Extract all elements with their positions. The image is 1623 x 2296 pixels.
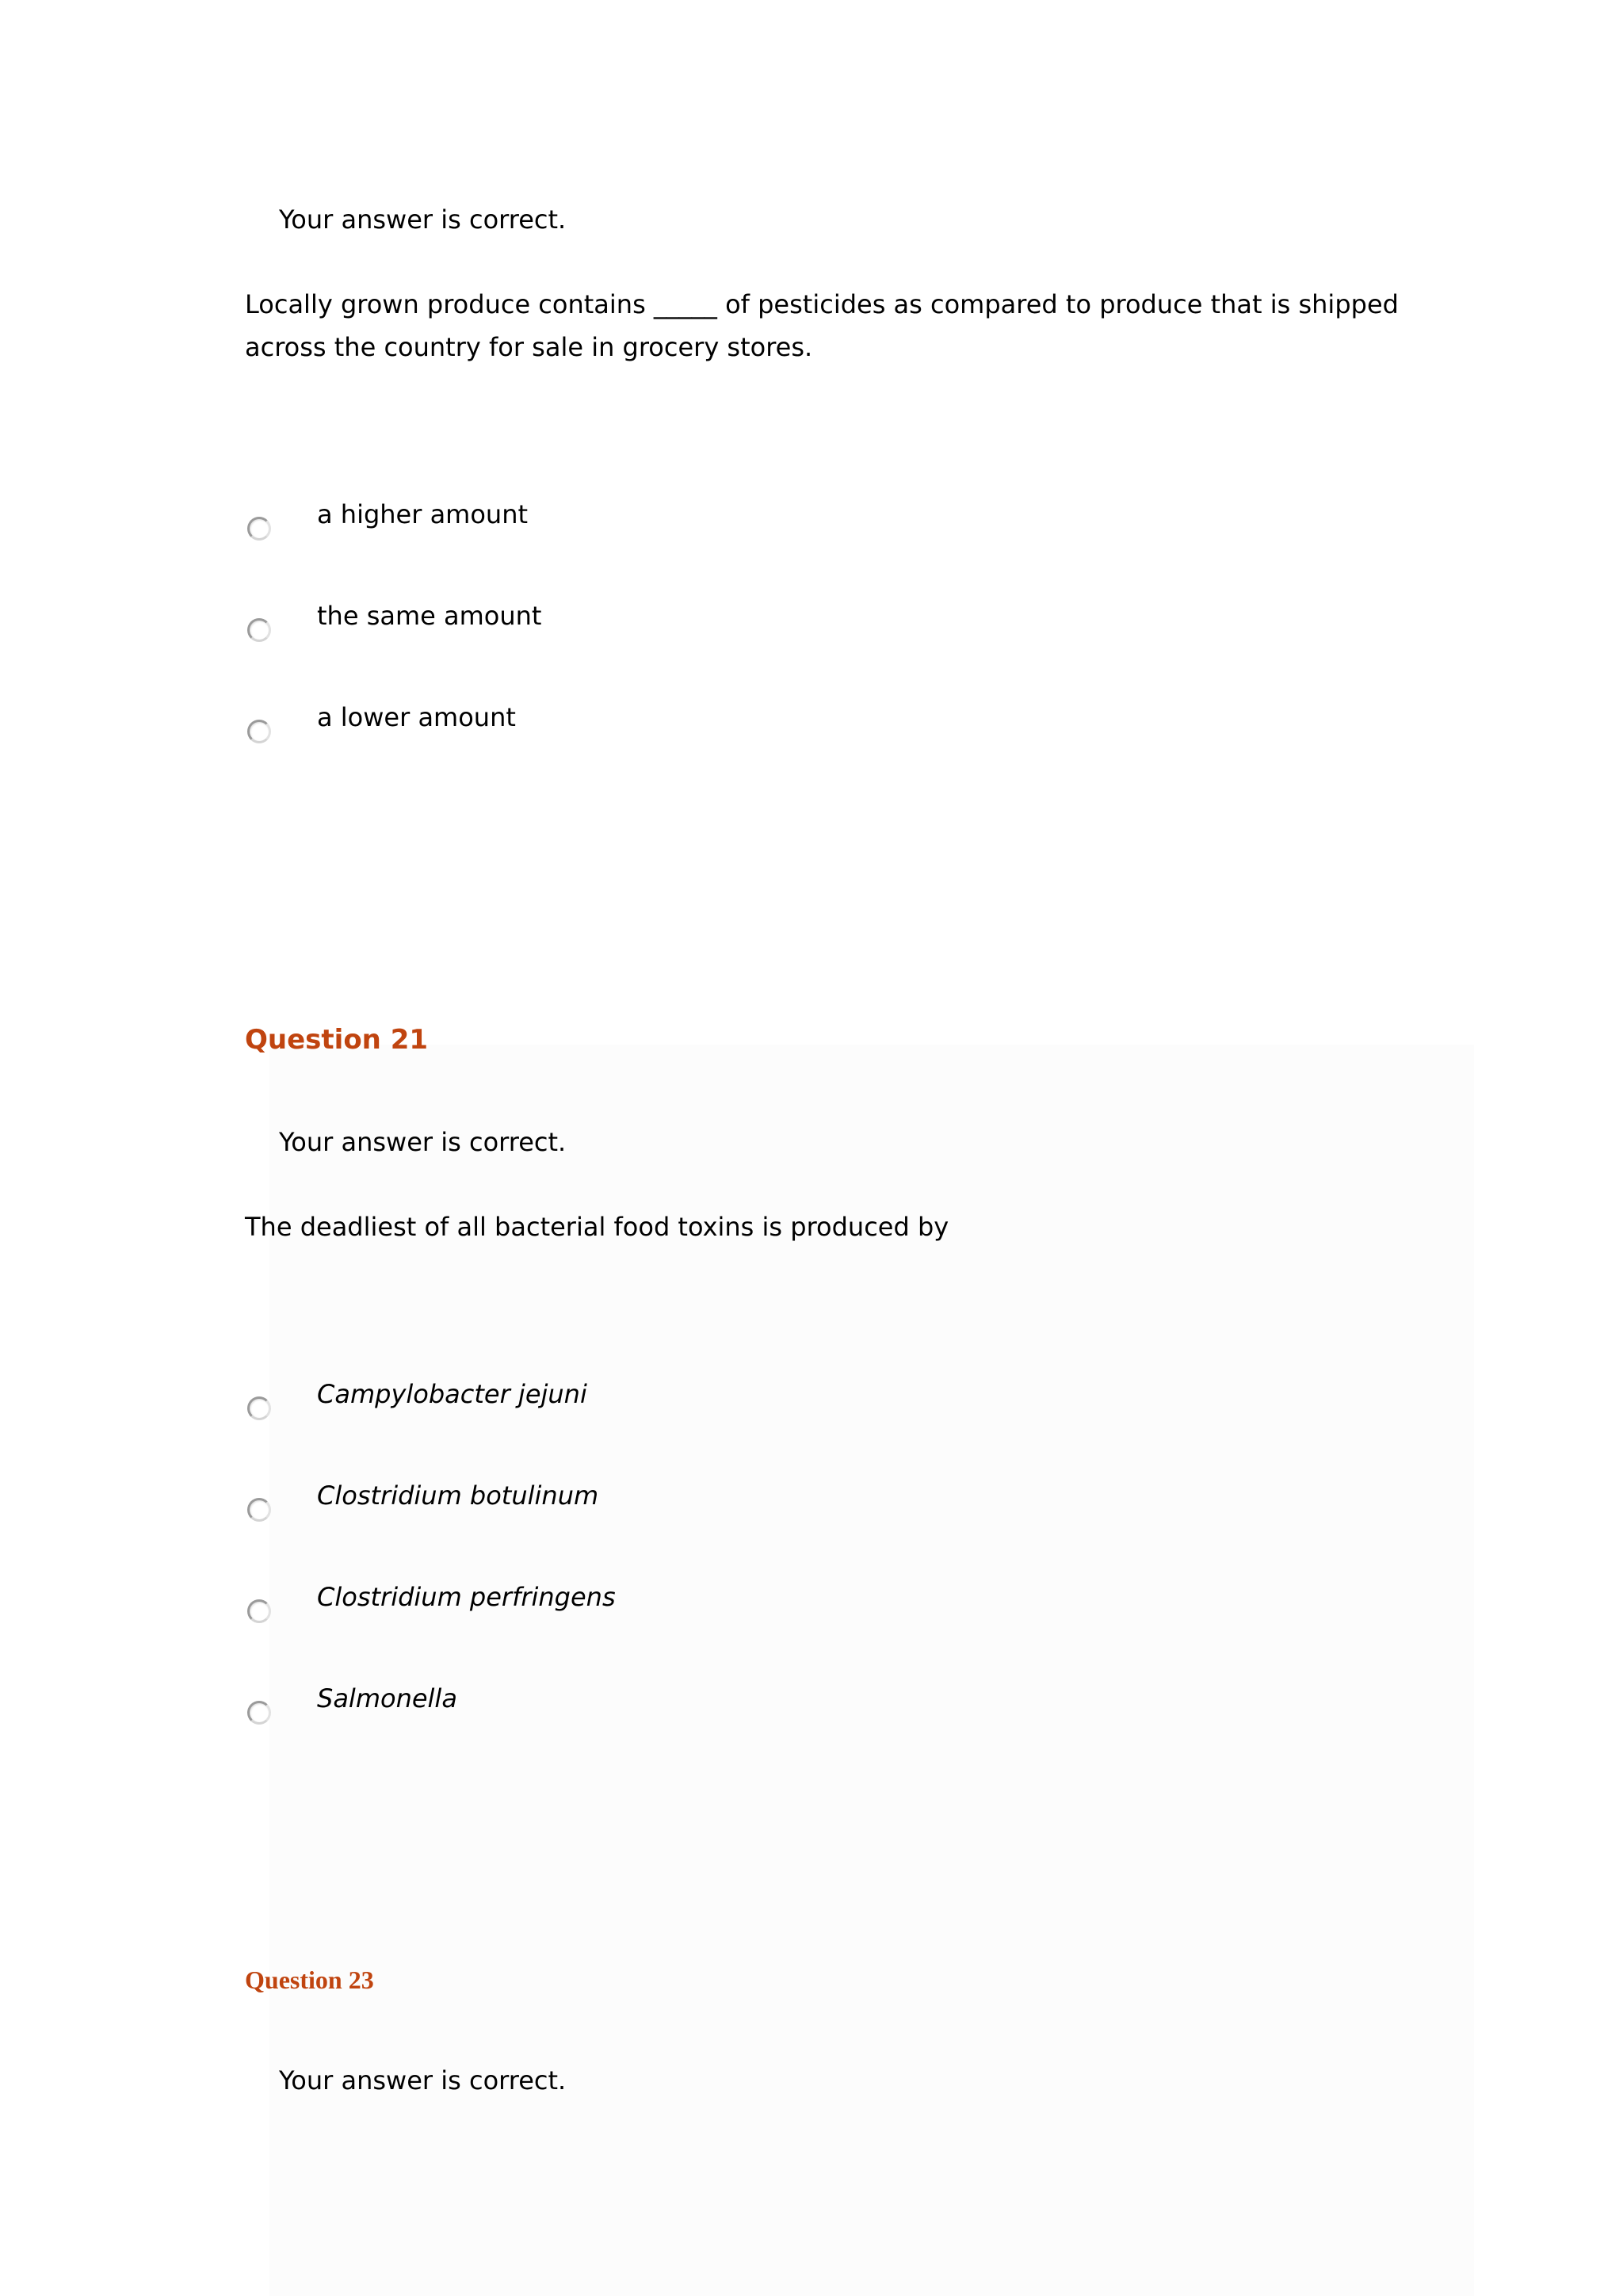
option-label: the same amount [317, 601, 542, 631]
question-heading: Question 21 [245, 1024, 429, 1056]
radio-button-icon[interactable] [247, 517, 271, 541]
radio-button-icon[interactable] [247, 1396, 271, 1420]
answer-option[interactable] [247, 1381, 1198, 1428]
question-heading: Question 23 [245, 1966, 374, 1994]
answer-option[interactable] [247, 602, 1198, 650]
answer-option[interactable] [247, 1584, 1198, 1631]
option-label: Clostridium botulinum [317, 1480, 599, 1511]
answer-option[interactable] [247, 1482, 1198, 1530]
option-label: Campylobacter jejuni [317, 1379, 587, 1409]
answer-option[interactable] [247, 1685, 1198, 1733]
radio-button-icon[interactable] [247, 1701, 271, 1725]
feedback-text: Your answer is correct. [279, 2065, 567, 2095]
option-label: Salmonella [317, 1683, 457, 1713]
question-text: The deadliest of all bacterial food toxins is produced by [245, 1212, 949, 1242]
feedback-text: Your answer is correct. [279, 204, 567, 235]
answer-option[interactable] [247, 704, 1198, 751]
radio-button-icon[interactable] [247, 618, 271, 642]
option-label: a higher amount [317, 499, 529, 529]
question-text: Locally grown produce contains _____ of pesticides as compared to produce that is shipped across the country for sale in grocery stores. [245, 289, 1399, 362]
radio-button-icon[interactable] [247, 1599, 271, 1623]
option-label: a lower amount [317, 702, 516, 732]
radio-button-icon[interactable] [247, 1498, 271, 1522]
option-label: Clostridium perfringens [317, 1582, 616, 1612]
feedback-text: Your answer is correct. [279, 1127, 567, 1157]
radio-button-icon[interactable] [247, 720, 271, 743]
answer-option[interactable] [247, 501, 1198, 548]
